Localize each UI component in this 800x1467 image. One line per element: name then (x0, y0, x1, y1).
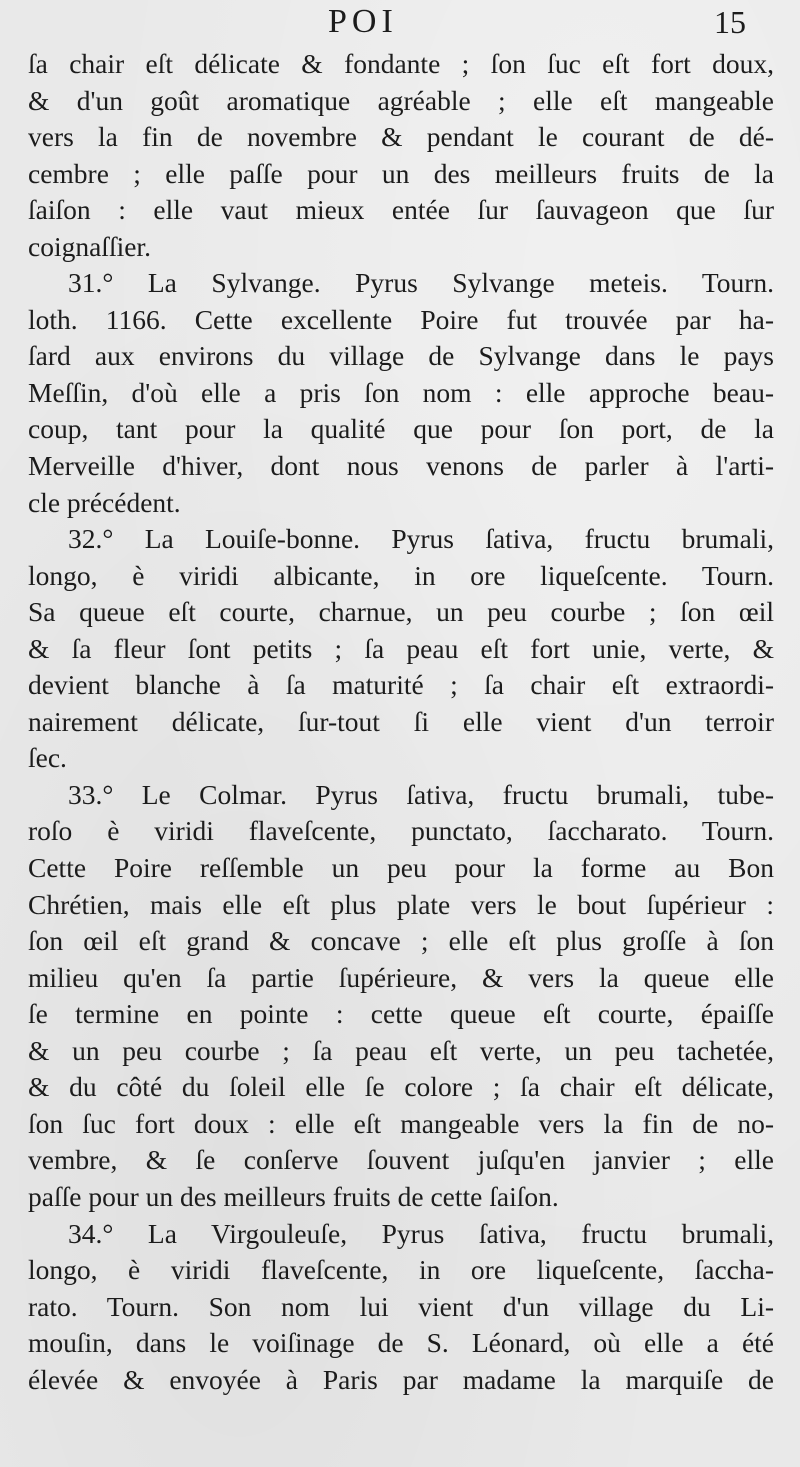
text-line: ſec. (28, 742, 67, 774)
text-line: nairement délicate, ſur-tout ſi elle vient d'un terroir (28, 705, 774, 737)
text-line: longo, è viridi flaveſcente, in ore liqueſcente, ſaccha- (28, 1254, 774, 1286)
text-line: vembre, & ſe conſerve ſouvent juſqu'en janvier ; elle (28, 1144, 774, 1176)
text-line: ſa chair eſt délicate & fondante ; ſon ſuc eſt fort doux, (28, 48, 774, 79)
text-line: ſard aux environs du village de Sylvange dans le pays (28, 340, 774, 372)
text-line: & du côté du ſoleil elle ſe colore ; ſa chair eſt délicate, (28, 1071, 774, 1103)
text-line: cembre ; elle paſſe pour un des meilleurs fruits de la (28, 157, 774, 189)
text-line: coup, tant pour la qualité que pour ſon port, de la (28, 413, 774, 445)
text-line: devient blanche à ſa maturité ; ſa chair eſt extraordi- (28, 669, 774, 701)
text-line: 34.° La Virgouleuſe, Pyrus ſativa, fructu brumali, (68, 1217, 774, 1249)
text-line: ſon œil eſt grand & concave ; elle eſt plus groſſe à ſon (28, 925, 774, 957)
text-line: coignaſſier. (28, 230, 151, 262)
text-line: élevée & envoyée à Paris par madame la marquiſe de (28, 1363, 774, 1395)
text-line: milieu qu'en ſa partie ſupérieure, & vers la queue elle (28, 961, 774, 993)
text-line: cle précédent. (28, 486, 181, 518)
text-line: Sa queue eſt courte, charnue, un peu courbe ; ſon œil (28, 596, 774, 628)
text-line: ſaiſon : elle vaut mieux entée ſur ſauvageon que ſur (28, 194, 774, 226)
text-line: & d'un goût aromatique agréable ; elle eſt mangeable (28, 84, 774, 116)
page-number: 15 (714, 4, 746, 40)
text-line: vers la fin de novembre & pendant le courant de dé- (28, 121, 774, 153)
text-line: Chrétien, mais elle eſt plus plate vers le bout ſupérieur : (28, 888, 774, 920)
page-header-title: POI (328, 3, 398, 40)
text-line: ſe termine en pointe : cette queue eſt courte, épaiſſe (28, 998, 774, 1030)
text-line: Meſſin, d'où elle a pris ſon nom : elle approche beau- (28, 376, 774, 408)
text-line: 33.° Le Colmar. Pyrus ſativa, fructu brumali, tube- (68, 778, 774, 810)
text-line: 32.° La Louiſe-bonne. Pyrus ſativa, fructu brumali, (68, 523, 774, 555)
body-text (28, 46, 774, 1398)
text-line: rato. Tourn. Son nom lui vient d'un village du Li- (28, 1290, 774, 1322)
text-line: loth. 1166. Cette excellente Poire fut trouvée par ha- (28, 303, 774, 335)
running-head (0, 2, 800, 42)
text-line: & un peu courbe ; ſa peau eſt verte, un peu tachetée, (28, 1034, 774, 1066)
text-line: & ſa fleur ſont petits ; ſa peau eſt fort unie, verte, & (28, 632, 774, 664)
text-line: ſon ſuc fort doux : elle eſt mangeable vers la fin de no- (28, 1107, 774, 1139)
text-line: roſo è viridi flaveſcente, punctato, ſaccharato. Tourn. (28, 815, 774, 847)
text-line: Merveille d'hiver, dont nous venons de parler à l'arti- (28, 450, 774, 482)
text-line: longo, è viridi albicante, in ore liqueſcente. Tourn. (28, 559, 774, 591)
text-line: paſſe pour un des meilleurs fruits de cette ſaiſon. (28, 1180, 559, 1212)
text-line: 31.° La Sylvange. Pyrus Sylvange meteis. Tourn. (68, 267, 774, 299)
text-line: mouſin, dans le voiſinage de S. Léonard, où elle a été (28, 1327, 774, 1359)
text-line: Cette Poire reſſemble un peu pour la forme au Bon (28, 852, 774, 884)
